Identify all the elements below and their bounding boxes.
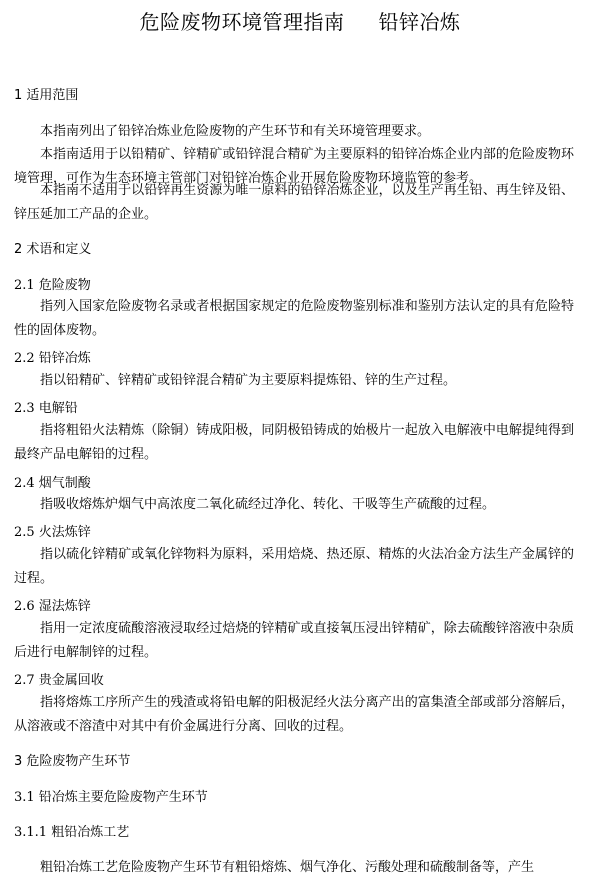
term-heading: 2.7 贵金属回收 <box>14 673 104 688</box>
term-heading: 2.5 火法炼锌 <box>14 525 91 540</box>
section-1-paragraph-1: 本指南列出了铅锌冶炼业危险废物的产生环节和有关环境管理要求。 <box>40 124 431 139</box>
term-definition: 指将粗铅火法精炼（除铜）铸成阳极，同阴极铅铸成的始极片一起放入电解液中电解提纯得到最终产品电解铅的过程。 <box>14 423 574 462</box>
section-2-heading: 2 术语和定义 <box>14 242 92 257</box>
term-definition: 指列入国家危险废物名录或者根据国家规定的危险废物鉴别标准和鉴别方法认定的具有危险特性的固体废物。 <box>14 299 574 338</box>
section-1-paragraph-3: 本指南不适用于以铅锌再生资源为唯一原料的铅锌冶炼企业，以及生产再生铅、再生锌及铅、锌压延加工产品的企业。 <box>14 183 574 222</box>
title-main: 危险废物环境管理指南 <box>139 10 345 34</box>
term-heading: 2.2 铅锌冶炼 <box>14 351 91 366</box>
term-heading: 2.3 电解铅 <box>14 401 78 416</box>
term-heading: 2.1 危险废物 <box>14 278 91 293</box>
section-3-1-1-heading: 3.1.1 粗铅冶炼工艺 <box>14 825 130 840</box>
section-1-paragraph-2: 本指南适用于以铅精矿、锌精矿或铅锌混合精矿为主要原料的铅锌冶炼企业内部的危险废物环境管理，可作为生态环境主管部门对铅锌冶炼企业开展危险废物环境监管的参考。 <box>14 147 574 186</box>
term-definition: 指以硫化锌精矿或氧化锌物料为原料，采用焙烧、热还原、精炼的火法冶金方法生产金属锌的过程。 <box>14 547 574 586</box>
term-heading: 2.4 烟气制酸 <box>14 476 91 491</box>
section-1-heading: 1 适用范围 <box>14 88 79 103</box>
term-definition: 指将熔炼工序所产生的残渣或将铅电解的阳极泥经火法分离产出的富集渣全部或部分溶解后，从溶液或不溶渣中对其中有价金属进行分离、回收的过程。 <box>14 695 574 734</box>
section-3-1-1-paragraph: 粗铅冶炼工艺危险废物产生环节有粗铅熔炼、烟气净化、污酸处理和硫酸制备等，产生 <box>40 860 535 875</box>
term-definition: 指以铅精矿、锌精矿或铅锌混合精矿为主要原料提炼铅、锌的生产过程。 <box>40 373 457 388</box>
title-sub: 铅锌冶炼 <box>378 10 461 34</box>
document-title <box>0 8 600 36</box>
term-definition: 指用一定浓度硫酸溶液浸取经过焙烧的锌精矿或直接氧压浸出锌精矿，除去硫酸锌溶液中杂质后进行电解制锌的过程。 <box>14 621 574 660</box>
section-3-1-heading: 3.1 铅冶炼主要危险废物产生环节 <box>14 790 208 805</box>
term-heading: 2.6 湿法炼锌 <box>14 599 91 614</box>
section-3-heading: 3 危险废物产生环节 <box>14 754 131 769</box>
term-definition: 指吸收熔炼炉烟气中高浓度二氧化硫经过净化、转化、干吸等生产硫酸的过程。 <box>40 497 496 512</box>
